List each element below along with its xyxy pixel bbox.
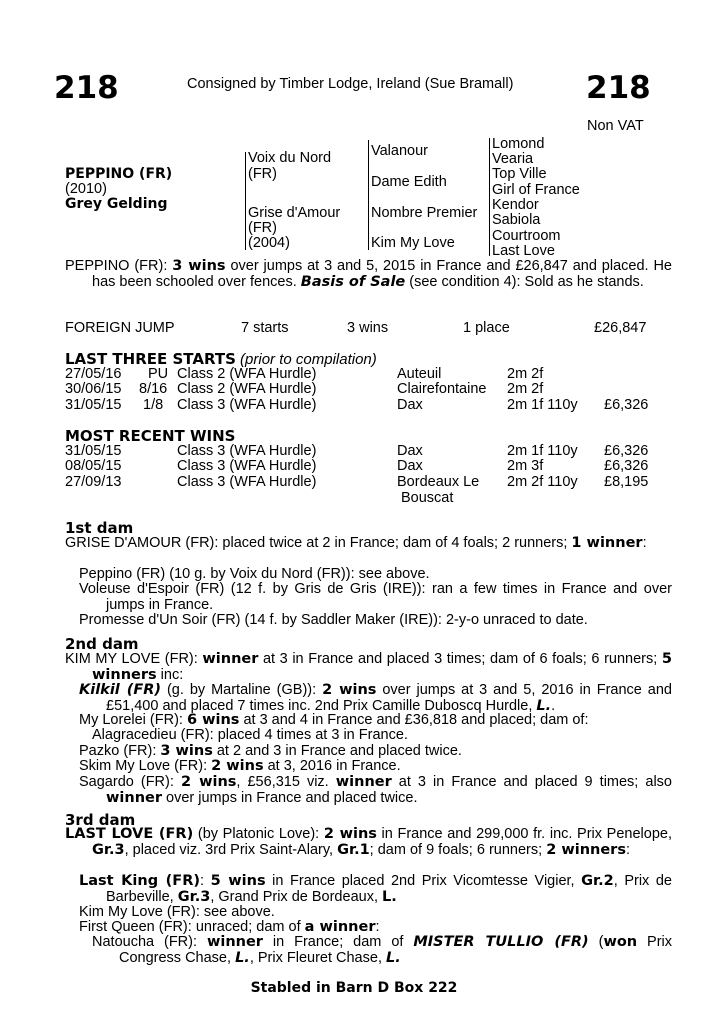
pedigree-gen3-1: Vearia (492, 151, 534, 167)
foreign-jump-starts: 7 starts (241, 320, 289, 336)
pedigree-gen3-7: Last Love (492, 243, 555, 259)
first-dam-foal-3: Promesse d'Un Soir (FR) (14 f. by Saddler Maker (IRE)): 2-y-o unraced to date. (79, 612, 588, 628)
pedigree-bracket-1 (245, 152, 246, 250)
row-race: Class 3 (WFA Hurdle) (177, 443, 317, 459)
pedigree-gen3-5: Sabiola (492, 212, 541, 228)
pedigree-gen3-2: Top Ville (492, 166, 547, 182)
third-dam-last-love: LAST LOVE (FR) (by Platonic Love): 2 wins in France and 299,000 fr. inc. Prix Penelope, Gr.3, placed viz. 3rd Prix Saint-Alary, Gr.1; dam of 9 foals; 6 runners; 2 winners: (65, 826, 672, 858)
row-distance: 2m 3f (507, 458, 544, 474)
row-prize: £8,195 (604, 474, 649, 490)
row-date: 30/06/15 (65, 381, 122, 397)
row-distance: 2m 2f (507, 366, 544, 382)
pedigree-gen3-3: Girl of France (492, 182, 580, 198)
row-position: PU (148, 366, 169, 382)
pedigree-gen3-6: Courtroom (492, 228, 561, 244)
consignor: Consigned by Timber Lodge, Ireland (Sue Bramall) (187, 76, 514, 92)
row-course: Bordeaux Le (397, 474, 480, 490)
row-course: Auteuil (397, 366, 442, 382)
row-date: 31/05/15 (65, 397, 122, 413)
second-dam-pazko: Pazko (FR): 3 wins at 2 and 3 in France and placed twice. (79, 743, 462, 759)
pedigree-bracket-3 (489, 138, 490, 256)
pedigree-sire: Voix du Nord (248, 150, 332, 166)
row-date: 31/05/15 (65, 443, 122, 459)
pedigree-bracket-2 (368, 140, 369, 250)
second-dam-sagardo: Sagardo (FR): 2 wins, £56,315 viz. winner at 3 in France and placed 9 times; also winner over jumps in France and placed twice. (79, 774, 672, 806)
row-prize: £6,326 (604, 443, 649, 459)
foreign-jump-wins: 3 wins (347, 320, 389, 336)
third-dam-kim-my-love: Kim My Love (FR): see above. (79, 904, 275, 920)
horse-year: (2010) (65, 181, 107, 197)
foreign-jump-places: 1 place (463, 320, 510, 336)
second-dam-alagracedieu: Alagracedieu (FR): placed 4 times at 3 in France. (92, 727, 408, 743)
row-course: Dax (397, 458, 423, 474)
second-dam-lorelei: My Lorelei (FR): 6 wins at 3 and 4 in France and £36,818 and placed; dam of: (79, 712, 589, 728)
first-dam-foal-2: Voleuse d'Espoir (FR) (12 f. by Gris de Gris (IRE)): ran a few times in France and over jumps in France. (79, 581, 672, 613)
row-race: Class 2 (WFA Hurdle) (177, 366, 317, 382)
second-dam-heading: 2nd dam (65, 635, 139, 653)
row-prize: £6,326 (604, 458, 649, 474)
row-distance: 2m 1f 110y (507, 443, 578, 459)
pedigree-gen2-2: Nombre Premier (371, 205, 478, 221)
second-dam-skim: Skim My Love (FR): 2 wins at 3, 2016 in France. (79, 758, 401, 774)
first-dam-heading: 1st dam (65, 519, 134, 537)
second-dam-intro: KIM MY LOVE (FR): winner at 3 in France and placed 3 times; dam of 6 foals; 6 runners; 5 winners inc: (65, 651, 672, 683)
row-course: Dax (397, 397, 423, 413)
third-dam-natoucha: Natoucha (FR): winner in France; dam of MISTER TULLIO (FR) (won Prix Congress Chase, L., Prix Fleuret Chase, L. (92, 934, 673, 966)
row-distance: 2m 1f 110y (507, 397, 578, 413)
pedigree-gen2-3: Kim My Love (371, 235, 455, 251)
pedigree-dam-year: (2004) (248, 235, 290, 251)
pedigree-gen3-4: Kendor (492, 197, 539, 213)
last-three-heading: LAST THREE STARTS (prior to compilation) (65, 350, 377, 368)
pedigree-gen2-1: Dame Edith (371, 174, 447, 190)
row-position: 1/8 (143, 397, 164, 413)
vat-status: Non VAT (587, 118, 644, 134)
row-position: 8/16 (139, 381, 168, 397)
third-dam-last-king: Last King (FR): 5 wins in France placed 2nd Prix Vicomtesse Vigier, Gr.2, Prix de Barbeville, Gr.3, Grand Prix de Bordeaux, L. (79, 873, 672, 905)
row-prize: £6,326 (604, 397, 649, 413)
summary-paragraph: PEPPINO (FR): 3 wins over jumps at 3 and 5, 2015 in France and £26,847 and placed. He has been schooled over fences. Basis of Sale (see condition 4): Sold as he stands. (65, 258, 672, 290)
horse-description: Grey Gelding (65, 196, 168, 212)
row-distance: 2m 2f 110y (507, 474, 578, 490)
first-dam-foal-1: Peppino (FR) (10 g. by Voix du Nord (FR)): see above. (79, 566, 430, 582)
pedigree-gen2-0: Valanour (371, 143, 428, 159)
row-date: 08/05/15 (65, 458, 122, 474)
row-course-cont: Bouscat (401, 490, 454, 506)
second-dam-kilkil: Kilkil (FR) (g. by Martaline (GB)): 2 wins over jumps at 3 and 5, 2016 in France and £51,400 and placed 7 times inc. 2nd Prix Camille Duboscq Hurdle, L.. (79, 682, 672, 714)
foreign-jump-earnings: £26,847 (594, 320, 647, 336)
foreign-jump-label: FOREIGN JUMP (65, 320, 175, 336)
row-race: Class 3 (WFA Hurdle) (177, 474, 317, 490)
row-distance: 2m 2f (507, 381, 544, 397)
row-race: Class 2 (WFA Hurdle) (177, 381, 317, 397)
pedigree-dam: Grise d'Amour (248, 205, 341, 221)
pedigree-sire-country: (FR) (248, 166, 277, 182)
third-dam-heading: 3rd dam (65, 811, 136, 829)
row-race: Class 3 (WFA Hurdle) (177, 397, 317, 413)
lot-number-right: 218 (586, 70, 651, 106)
pedigree-dam-country: (FR) (248, 220, 277, 236)
stabled-location: Stabled in Barn D Box 222 (250, 980, 458, 996)
recent-wins-heading: MOST RECENT WINS (65, 427, 236, 445)
row-date: 27/05/16 (65, 366, 122, 382)
third-dam-first-queen: First Queen (FR): unraced; dam of a winner: (79, 919, 380, 935)
horse-name: PEPPINO (FR) (65, 166, 173, 182)
row-course: Clairefontaine (397, 381, 487, 397)
first-dam-intro: GRISE D'AMOUR (FR): placed twice at 2 in France; dam of 4 foals; 2 runners; 1 winner: (65, 535, 647, 551)
row-date: 27/09/13 (65, 474, 122, 490)
row-course: Dax (397, 443, 423, 459)
row-race: Class 3 (WFA Hurdle) (177, 458, 317, 474)
pedigree-gen3-0: Lomond (492, 136, 545, 152)
lot-number-left: 218 (54, 70, 119, 106)
